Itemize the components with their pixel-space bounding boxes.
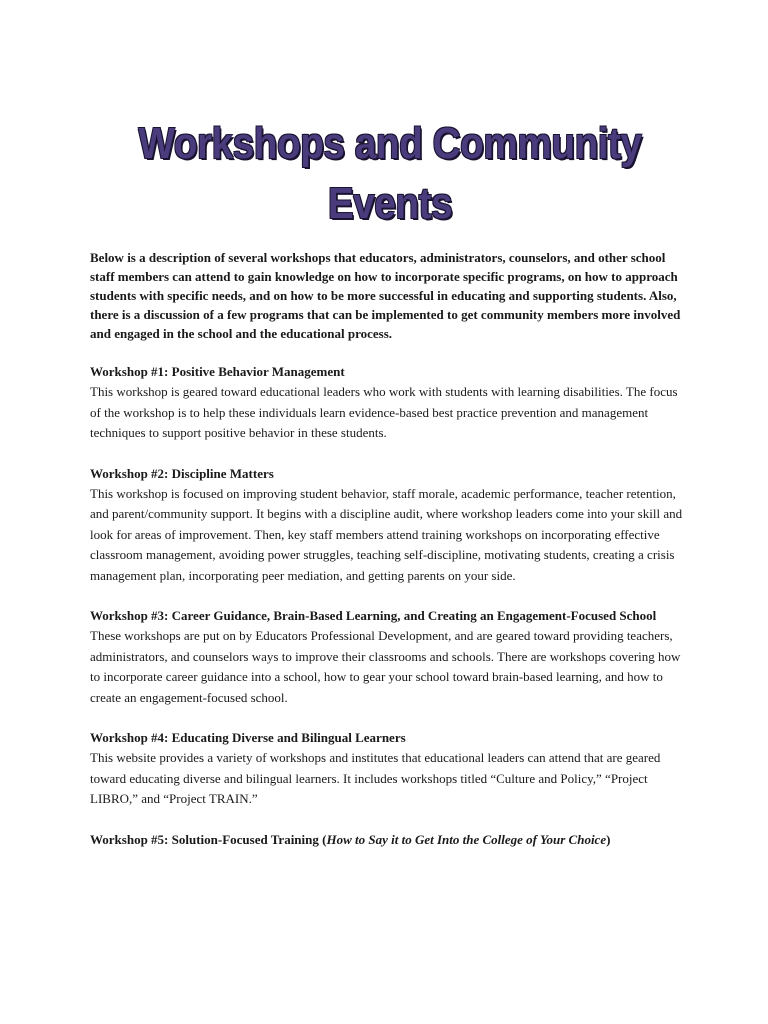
intro-paragraph: Below is a description of several workshops that educators, administrators, counselors, and other school staff members can attend to gain knowledge on how to incorporate specific programs, on how to approach students with specific needs, and on how to be more successful in educating and supporting students. Also, there is a discussion of a few programs that can be implemented to get community members more involved and engaged in the school and the educational process. bbox=[90, 250, 681, 341]
workshop-heading bbox=[90, 830, 690, 850]
workshop-heading: Workshop #4: Educating Diverse and Bilingual Learners bbox=[90, 730, 406, 745]
workshop-4 bbox=[90, 728, 690, 810]
workshop-heading-italic: How to Say it to Get Into the College of Your Choice bbox=[326, 831, 607, 847]
page-title: Workshops and Community Events bbox=[138, 119, 642, 228]
document-page bbox=[90, 114, 690, 870]
workshop-heading: Workshop #1: Positive Behavior Management bbox=[90, 364, 345, 379]
workshop-description: This workshop is geared toward educational leaders who work with students with learning disabilities. The focus of the workshop is to help these individuals learn evidence-based best practice prevention and management techniques to support positive behavior in these students. bbox=[90, 384, 678, 440]
workshop-description: This website provides a variety of workshops and institutes that educational leaders can attend that are geared toward educating diverse and bilingual learners. It includes workshops titled “Culture and Policy,” “Project LIBRO,” and “Project TRAIN.” bbox=[90, 750, 661, 806]
workshop-2 bbox=[90, 464, 690, 587]
workshop-3 bbox=[90, 606, 690, 708]
workshop-heading-prefix: Workshop #5: Solution-Focused Training ( bbox=[90, 831, 327, 847]
workshop-heading: Workshop #3: Career Guidance, Brain-Based Learning, and Creating an Engagement-Focused School bbox=[90, 608, 657, 623]
workshop-5 bbox=[90, 830, 690, 850]
workshop-description: This workshop is focused on improving student behavior, staff morale, academic performance, teacher retention, and parent/community support. It begins with a discipline audit, where workshop leaders come into your skill and look for areas of improvement. Then, key staff members attend training workshops on incorporating effective classroom management, avoiding power struggles, teaching self-discipline, motivating students, creating a crisis management plan, incorporating peer mediation, and getting parents on your side. bbox=[90, 485, 683, 583]
workshop-heading-suffix: ) bbox=[606, 831, 611, 847]
workshop-description: These workshops are put on by Educators Professional Development, and are geared toward providing teachers, administrators, and counselors ways to improve their classrooms and schools. There are workshops covering how to incorporate career guidance into a school, how to gear your school toward brain-based learning, and how to create an engagement-focused school. bbox=[90, 628, 681, 705]
workshop-1 bbox=[90, 362, 690, 444]
workshop-heading: Workshop #2: Discipline Matters bbox=[90, 465, 274, 481]
